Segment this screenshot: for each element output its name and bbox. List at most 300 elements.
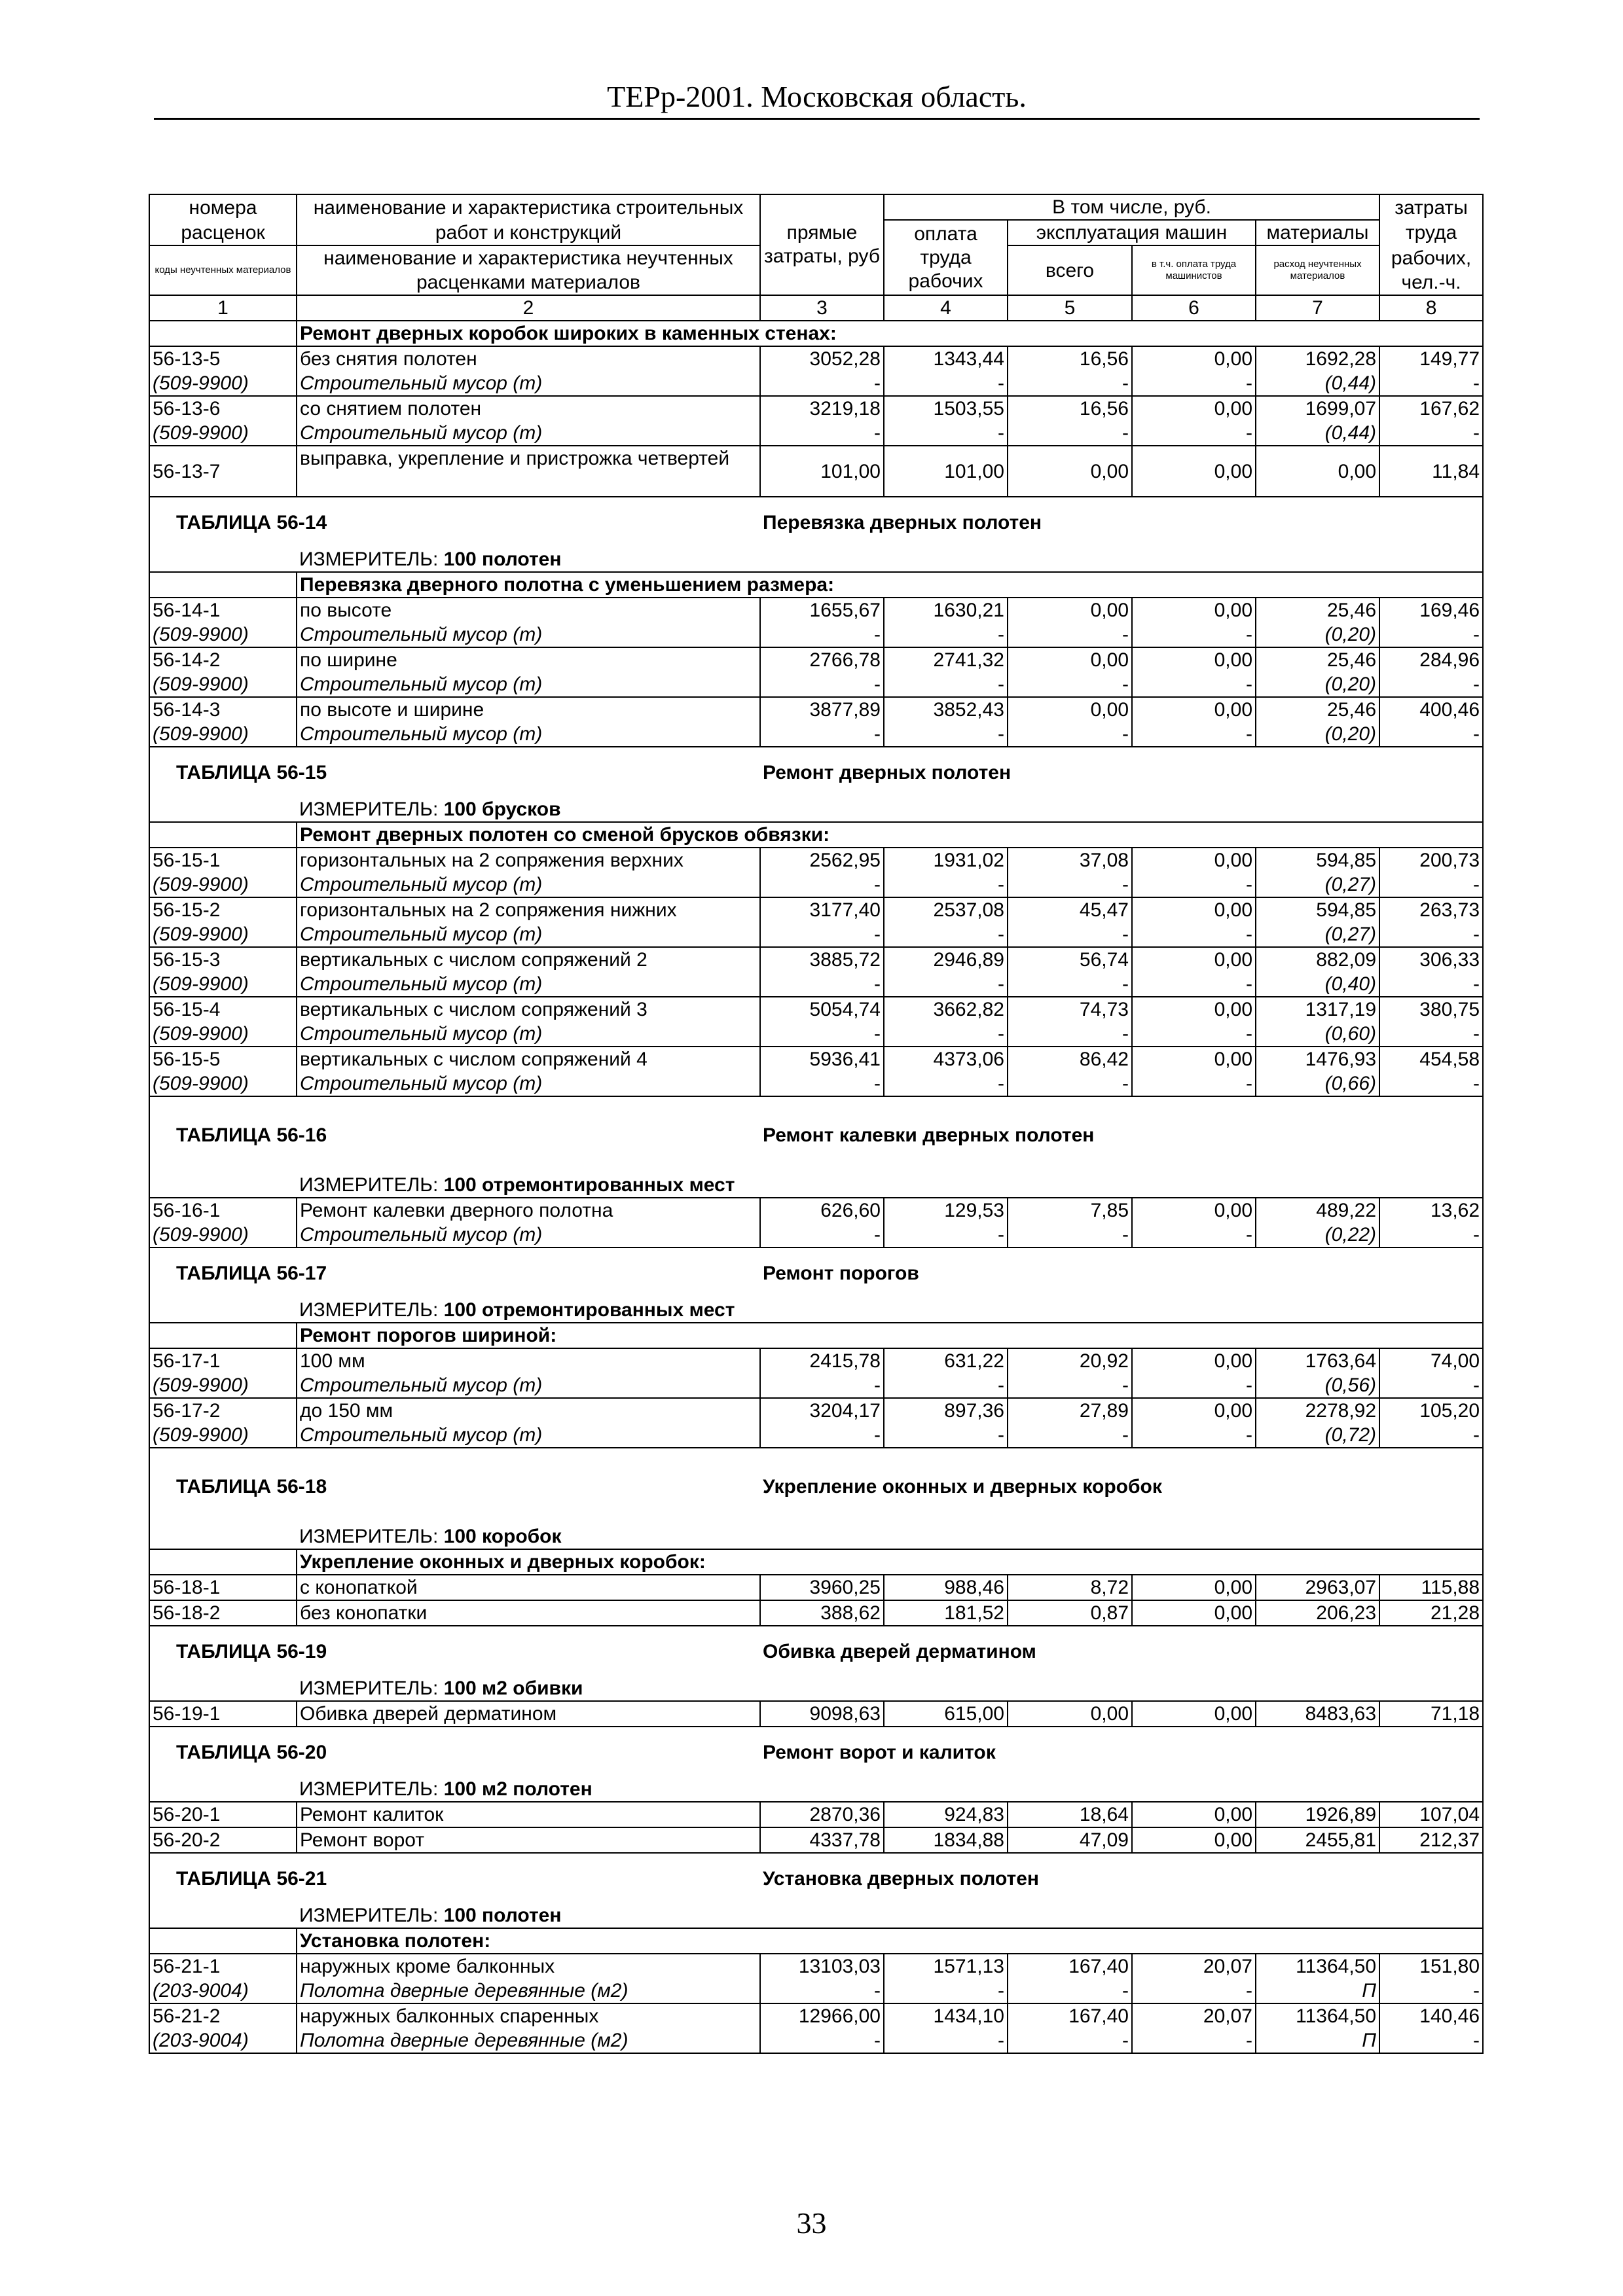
value-cell: - xyxy=(884,672,1008,697)
material-code: (509-9900) xyxy=(149,922,297,947)
value-cell: - xyxy=(1008,972,1132,997)
value-cell: 0,00 xyxy=(1132,1575,1256,1600)
rate-name: по ширине xyxy=(297,647,760,672)
value-cell: 3052,28 xyxy=(760,346,884,371)
table-title-row xyxy=(149,1727,1483,1777)
col-num: 4 xyxy=(884,295,1008,321)
value-cell: 0,00 xyxy=(1132,598,1256,622)
material-row xyxy=(149,922,1483,947)
value-cell: (0,72) xyxy=(1256,1423,1379,1448)
value-cell: 8483,63 xyxy=(1256,1701,1379,1727)
rate-name: наружных кроме балконных xyxy=(297,1954,760,1979)
table-name: Установка дверных полотен xyxy=(760,1853,1483,1903)
value-cell: 0,00 xyxy=(1132,897,1256,922)
value-cell: 20,07 xyxy=(1132,2003,1256,2028)
col-num: 7 xyxy=(1256,295,1379,321)
value-cell: (0,22) xyxy=(1256,1223,1379,1247)
material-code: (509-9900) xyxy=(149,1223,297,1247)
col-code-header-3: коды неучтенных материалов xyxy=(149,245,297,295)
value-cell: 71,18 xyxy=(1379,1701,1483,1727)
measure-row xyxy=(149,797,1483,822)
rate-name: по высоте xyxy=(297,598,760,622)
material-name: Строительный мусор (т) xyxy=(297,972,760,997)
value-cell: - xyxy=(760,672,884,697)
rate-row xyxy=(149,446,1483,497)
group-title: Укрепление оконных и дверных коробок: xyxy=(297,1549,1483,1575)
value-cell: - xyxy=(1379,1223,1483,1247)
rate-code: 56-14-3 xyxy=(149,697,297,722)
value-cell: - xyxy=(1008,421,1132,446)
value-cell: 151,80 xyxy=(1379,1954,1483,1979)
rate-code: 56-15-1 xyxy=(149,848,297,872)
rate-name: 100 мм xyxy=(297,1348,760,1373)
rate-name: со снятием полотен xyxy=(297,396,760,421)
rate-row xyxy=(149,396,1483,421)
value-cell: 380,75 xyxy=(1379,997,1483,1022)
value-cell: - xyxy=(760,972,884,997)
material-row xyxy=(149,872,1483,897)
material-name: Строительный мусор (т) xyxy=(297,622,760,647)
value-cell: 206,23 xyxy=(1256,1600,1379,1626)
material-name: Строительный мусор (т) xyxy=(297,421,760,446)
rate-row xyxy=(149,647,1483,672)
value-cell: 2278,92 xyxy=(1256,1398,1379,1423)
rate-name: по высоте и ширине xyxy=(297,697,760,722)
value-cell: 0,00 xyxy=(1132,1348,1256,1373)
material-code: (509-9900) xyxy=(149,1022,297,1047)
rate-row xyxy=(149,997,1483,1022)
value-cell: 1763,64 xyxy=(1256,1348,1379,1373)
table-title-row xyxy=(149,1626,1483,1676)
value-cell: 2946,89 xyxy=(884,947,1008,972)
material-name: Строительный мусор (т) xyxy=(297,872,760,897)
measure-value: 100 коробок xyxy=(443,1526,562,1547)
material-code: (509-9900) xyxy=(149,622,297,647)
value-cell: 20,92 xyxy=(1008,1348,1132,1373)
col-mach-total-header: всего xyxy=(1008,245,1132,295)
rate-name: горизонтальных на 2 сопряжения верхних xyxy=(297,848,760,872)
value-cell: 0,00 xyxy=(1256,446,1379,497)
value-cell: - xyxy=(1379,922,1483,947)
value-cell: 167,62 xyxy=(1379,396,1483,421)
value-cell: 0,00 xyxy=(1008,598,1132,622)
measure-label: ИЗМЕРИТЕЛЬ: xyxy=(299,1299,439,1321)
rate-name: с конопаткой xyxy=(297,1575,760,1600)
rate-row xyxy=(149,598,1483,622)
measure-value: 100 отремонтированных мест xyxy=(443,1299,735,1321)
col-direct-cost-header xyxy=(760,194,884,295)
value-cell: 0,00 xyxy=(1132,1600,1256,1626)
value-cell: - xyxy=(1132,1223,1256,1247)
col-labor-header-1: затраты xyxy=(1379,194,1483,220)
measure-cell xyxy=(297,797,1483,822)
measure-spacer xyxy=(149,1173,297,1198)
rate-name: выправка, укрепление и пристрожка четвертей xyxy=(297,446,760,497)
col-num: 2 xyxy=(297,295,760,321)
group-spacer xyxy=(149,1928,297,1954)
rate-name: Обивка дверей дерматином xyxy=(297,1701,760,1727)
rate-row xyxy=(149,1954,1483,1979)
material-name: Строительный мусор (т) xyxy=(297,722,760,747)
value-cell: 167,40 xyxy=(1008,1954,1132,1979)
value-cell: - xyxy=(1132,922,1256,947)
measure-cell xyxy=(297,1298,1483,1323)
value-cell: 0,00 xyxy=(1132,947,1256,972)
value-cell: - xyxy=(1008,2028,1132,2053)
group-spacer xyxy=(149,1323,297,1348)
page-header: ТЕРр-2001. Московская область. xyxy=(154,76,1480,120)
value-cell: - xyxy=(760,722,884,747)
rate-code: 56-17-1 xyxy=(149,1348,297,1373)
rate-code: 56-20-1 xyxy=(149,1802,297,1827)
value-cell: 11364,50 xyxy=(1256,2003,1379,2028)
rate-code: 56-15-4 xyxy=(149,997,297,1022)
value-cell: 0,87 xyxy=(1008,1600,1132,1626)
material-code: (509-9900) xyxy=(149,722,297,747)
rate-row xyxy=(149,1047,1483,1071)
value-cell: 988,46 xyxy=(884,1575,1008,1600)
value-cell: (0,20) xyxy=(1256,622,1379,647)
rate-name: Ремонт калиток xyxy=(297,1802,760,1827)
material-name: Строительный мусор (т) xyxy=(297,371,760,396)
value-cell: 0,00 xyxy=(1132,997,1256,1022)
value-cell: - xyxy=(1379,672,1483,697)
material-name: Строительный мусор (т) xyxy=(297,1373,760,1398)
value-cell: - xyxy=(1379,872,1483,897)
rate-row xyxy=(149,346,1483,371)
value-cell: 454,58 xyxy=(1379,1047,1483,1071)
value-cell: - xyxy=(760,622,884,647)
value-cell: 105,20 xyxy=(1379,1398,1483,1423)
material-code: (509-9900) xyxy=(149,1071,297,1096)
value-cell: - xyxy=(1379,421,1483,446)
value-cell: 489,22 xyxy=(1256,1198,1379,1223)
value-cell: 212,37 xyxy=(1379,1827,1483,1853)
material-name: Строительный мусор (т) xyxy=(297,1223,760,1247)
value-cell: - xyxy=(760,1022,884,1047)
table-number: ТАБЛИЦА 56-20 xyxy=(149,1727,760,1777)
col-num: 5 xyxy=(1008,295,1132,321)
rate-code: 56-14-2 xyxy=(149,647,297,672)
rate-name: вертикальных с числом сопряжений 2 xyxy=(297,947,760,972)
group-title: Ремонт дверных коробок широких в каменных стенах: xyxy=(297,321,1483,346)
measure-row xyxy=(149,1676,1483,1701)
rate-name: вертикальных с числом сопряжений 3 xyxy=(297,997,760,1022)
rate-code: 56-17-2 xyxy=(149,1398,297,1423)
value-cell: - xyxy=(1379,1022,1483,1047)
value-cell: - xyxy=(1379,972,1483,997)
value-cell: 101,00 xyxy=(760,446,884,497)
table-name: Ремонт ворот и калиток xyxy=(760,1727,1483,1777)
table-number: ТАБЛИЦА 56-17 xyxy=(149,1247,760,1298)
value-cell: 0,00 xyxy=(1132,1198,1256,1223)
value-cell: - xyxy=(884,421,1008,446)
measure-cell xyxy=(297,1777,1483,1802)
value-cell: - xyxy=(1132,1423,1256,1448)
rate-code: 56-16-1 xyxy=(149,1198,297,1223)
rate-name: Ремонт ворот xyxy=(297,1827,760,1853)
col-num: 8 xyxy=(1379,295,1483,321)
group-spacer xyxy=(149,1549,297,1575)
value-cell: 0,00 xyxy=(1132,1802,1256,1827)
table-name: Перевязка дверных полотен xyxy=(760,497,1483,547)
material-name: Строительный мусор (т) xyxy=(297,672,760,697)
group-row xyxy=(149,572,1483,598)
col-direct-cost-label: прямые затраты, руб xyxy=(763,222,881,267)
value-cell: (0,27) xyxy=(1256,872,1379,897)
value-cell: - xyxy=(1132,722,1256,747)
material-row xyxy=(149,1373,1483,1398)
value-cell: 2741,32 xyxy=(884,647,1008,672)
rate-row xyxy=(149,1827,1483,1853)
table-title-row xyxy=(149,1247,1483,1298)
value-cell: 0,00 xyxy=(1132,396,1256,421)
rate-code: 56-20-2 xyxy=(149,1827,297,1853)
measure-label: ИЗМЕРИТЕЛЬ: xyxy=(299,1526,439,1547)
value-cell: - xyxy=(1379,622,1483,647)
value-cell: 18,64 xyxy=(1008,1802,1132,1827)
measure-label: ИЗМЕРИТЕЛЬ: xyxy=(299,548,439,570)
value-cell: - xyxy=(884,1071,1008,1096)
value-cell: 0,00 xyxy=(1132,1398,1256,1423)
value-cell: 594,85 xyxy=(1256,897,1379,922)
table-name: Укрепление оконных и дверных коробок xyxy=(760,1448,1483,1524)
value-cell: - xyxy=(760,1423,884,1448)
measure-spacer xyxy=(149,1777,297,1802)
value-cell: - xyxy=(1132,1071,1256,1096)
rate-name: вертикальных с числом сопряжений 4 xyxy=(297,1047,760,1071)
rate-row xyxy=(149,697,1483,722)
value-cell: 400,46 xyxy=(1379,697,1483,722)
value-cell: 5936,41 xyxy=(760,1047,884,1071)
value-cell: - xyxy=(1132,1373,1256,1398)
rate-code: 56-15-2 xyxy=(149,897,297,922)
value-cell: - xyxy=(1132,1979,1256,2003)
material-row xyxy=(149,1022,1483,1047)
group-row xyxy=(149,1928,1483,1954)
rate-name: до 150 мм xyxy=(297,1398,760,1423)
material-row xyxy=(149,1979,1483,2003)
value-cell: 25,46 xyxy=(1256,598,1379,622)
table-name: Ремонт дверных полотен xyxy=(760,747,1483,797)
table-name: Ремонт калевки дверных полотен xyxy=(760,1096,1483,1173)
material-row xyxy=(149,2028,1483,2053)
col-labor-header-3: рабочих, xyxy=(1379,245,1483,270)
value-cell: - xyxy=(884,922,1008,947)
value-cell: 0,00 xyxy=(1008,446,1132,497)
value-cell: 3852,43 xyxy=(884,697,1008,722)
measure-row xyxy=(149,1777,1483,1802)
measure-value: 100 брусков xyxy=(443,798,561,820)
value-cell: - xyxy=(1132,672,1256,697)
material-code: (203-9004) xyxy=(149,1979,297,2003)
value-cell: - xyxy=(760,1979,884,2003)
table-number: ТАБЛИЦА 56-16 xyxy=(149,1096,760,1173)
material-row xyxy=(149,1223,1483,1247)
value-cell: 47,09 xyxy=(1008,1827,1132,1853)
table-title-row xyxy=(149,747,1483,797)
value-cell: (0,27) xyxy=(1256,922,1379,947)
table-name: Ремонт порогов xyxy=(760,1247,1483,1298)
rate-row xyxy=(149,1198,1483,1223)
value-cell: 2766,78 xyxy=(760,647,884,672)
table-number: ТАБЛИЦА 56-21 xyxy=(149,1853,760,1903)
material-code: (203-9004) xyxy=(149,2028,297,2053)
group-spacer xyxy=(149,572,297,598)
value-cell: (0,66) xyxy=(1256,1071,1379,1096)
value-cell: 4337,78 xyxy=(760,1827,884,1853)
value-cell: - xyxy=(760,922,884,947)
value-cell: - xyxy=(1379,2028,1483,2053)
rate-code: 56-21-1 xyxy=(149,1954,297,1979)
value-cell: 388,62 xyxy=(760,1600,884,1626)
value-cell: 169,46 xyxy=(1379,598,1483,622)
value-cell: - xyxy=(1379,1373,1483,1398)
value-cell: - xyxy=(1008,1373,1132,1398)
material-code: (509-9900) xyxy=(149,672,297,697)
value-cell: 20,07 xyxy=(1132,1954,1256,1979)
measure-value: 100 полотен xyxy=(443,1905,562,1926)
value-cell: 594,85 xyxy=(1256,848,1379,872)
value-cell: 1926,89 xyxy=(1256,1802,1379,1827)
value-cell: 1931,02 xyxy=(884,848,1008,872)
value-cell: 25,46 xyxy=(1256,647,1379,672)
value-cell: (0,56) xyxy=(1256,1373,1379,1398)
page-number: 33 xyxy=(796,2206,827,2240)
measure-label: ИЗМЕРИТЕЛЬ: xyxy=(299,1905,439,1926)
table-title-row xyxy=(149,1853,1483,1903)
col-mat-usage-header: расход неучтенных материалов xyxy=(1256,245,1379,295)
value-cell: 140,46 xyxy=(1379,2003,1483,2028)
material-row xyxy=(149,972,1483,997)
value-cell: - xyxy=(884,371,1008,396)
rate-row xyxy=(149,1575,1483,1600)
value-cell: 12966,00 xyxy=(760,2003,884,2028)
col-num: 3 xyxy=(760,295,884,321)
value-cell: 626,60 xyxy=(760,1198,884,1223)
col-labor-header-4: чел.-ч. xyxy=(1379,270,1483,295)
rate-row xyxy=(149,1600,1483,1626)
value-cell: 0,00 xyxy=(1132,647,1256,672)
rate-code: 56-14-1 xyxy=(149,598,297,622)
value-cell: (0,44) xyxy=(1256,421,1379,446)
group-spacer xyxy=(149,321,297,346)
value-cell: 8,72 xyxy=(1008,1575,1132,1600)
value-cell: (0,20) xyxy=(1256,672,1379,697)
value-cell: 0,00 xyxy=(1132,346,1256,371)
value-cell: 0,00 xyxy=(1132,848,1256,872)
rate-code: 56-15-3 xyxy=(149,947,297,972)
value-cell: - xyxy=(1008,922,1132,947)
measure-cell xyxy=(297,1676,1483,1701)
value-cell: 3177,40 xyxy=(760,897,884,922)
value-cell: 45,47 xyxy=(1008,897,1132,922)
table-number: ТАБЛИЦА 56-19 xyxy=(149,1626,760,1676)
material-code: (509-9900) xyxy=(149,371,297,396)
value-cell: 9098,63 xyxy=(760,1701,884,1727)
material-code: (509-9900) xyxy=(149,421,297,446)
col-name-header-3: наименование и характеристика неучтенных xyxy=(297,245,760,270)
value-cell: - xyxy=(760,421,884,446)
value-cell: 1699,07 xyxy=(1256,396,1379,421)
value-cell: 115,88 xyxy=(1379,1575,1483,1600)
rate-row xyxy=(149,1802,1483,1827)
material-name: Строительный мусор (т) xyxy=(297,1423,760,1448)
value-cell: - xyxy=(884,1373,1008,1398)
measure-value: 100 м2 полотен xyxy=(443,1778,593,1800)
value-cell: - xyxy=(1008,1979,1132,2003)
value-cell: 4373,06 xyxy=(884,1047,1008,1071)
measure-spacer xyxy=(149,1903,297,1928)
rate-name: без конопатки xyxy=(297,1600,760,1626)
value-cell: 0,00 xyxy=(1008,1701,1132,1727)
value-cell: 167,40 xyxy=(1008,2003,1132,2028)
group-row xyxy=(149,321,1483,346)
value-cell: 2455,81 xyxy=(1256,1827,1379,1853)
value-cell: - xyxy=(1379,371,1483,396)
value-cell: 13,62 xyxy=(1379,1198,1483,1223)
value-cell: - xyxy=(1008,722,1132,747)
value-cell: 37,08 xyxy=(1008,848,1132,872)
value-cell: 5054,74 xyxy=(760,997,884,1022)
measure-label: ИЗМЕРИТЕЛЬ: xyxy=(299,798,439,820)
value-cell: 86,42 xyxy=(1008,1047,1132,1071)
value-cell: 1834,88 xyxy=(884,1827,1008,1853)
value-cell: - xyxy=(1008,622,1132,647)
measure-spacer xyxy=(149,1676,297,1701)
value-cell: 3877,89 xyxy=(760,697,884,722)
rates-table xyxy=(149,194,1484,2054)
material-code: (509-9900) xyxy=(149,1423,297,1448)
value-cell: - xyxy=(1008,1071,1132,1096)
value-cell: 3885,72 xyxy=(760,947,884,972)
value-cell: 0,00 xyxy=(1132,1701,1256,1727)
measure-spacer xyxy=(149,547,297,572)
rate-row xyxy=(149,1701,1483,1727)
value-cell: 101,00 xyxy=(884,446,1008,497)
value-cell: 21,28 xyxy=(1379,1600,1483,1626)
measure-cell xyxy=(297,1173,1483,1198)
rate-code: 56-18-1 xyxy=(149,1575,297,1600)
rate-code: 56-19-1 xyxy=(149,1701,297,1727)
value-cell: - xyxy=(884,972,1008,997)
col-machines-header: эксплуатация машин xyxy=(1008,220,1256,245)
value-cell: - xyxy=(1132,622,1256,647)
value-cell: 0,00 xyxy=(1132,1047,1256,1071)
value-cell: 2870,36 xyxy=(760,1802,884,1827)
value-cell: - xyxy=(1008,672,1132,697)
value-cell: - xyxy=(884,1022,1008,1047)
rate-code: 56-18-2 xyxy=(149,1600,297,1626)
value-cell: 3662,82 xyxy=(884,997,1008,1022)
col-name-header-4: расценками материалов xyxy=(297,270,760,295)
measure-cell xyxy=(297,1524,1483,1549)
value-cell: 1655,67 xyxy=(760,598,884,622)
material-row xyxy=(149,371,1483,396)
rate-row xyxy=(149,947,1483,972)
material-code: (509-9900) xyxy=(149,1373,297,1398)
material-row xyxy=(149,1071,1483,1096)
value-cell: 11,84 xyxy=(1379,446,1483,497)
measure-spacer xyxy=(149,1524,297,1549)
material-row xyxy=(149,722,1483,747)
table-name: Обивка дверей дерматином xyxy=(760,1626,1483,1676)
col-name-header-2: работ и конструкций xyxy=(297,220,760,245)
group-row xyxy=(149,822,1483,848)
value-cell: - xyxy=(760,872,884,897)
col-wage-header xyxy=(884,220,1008,295)
value-cell: - xyxy=(1132,2028,1256,2053)
